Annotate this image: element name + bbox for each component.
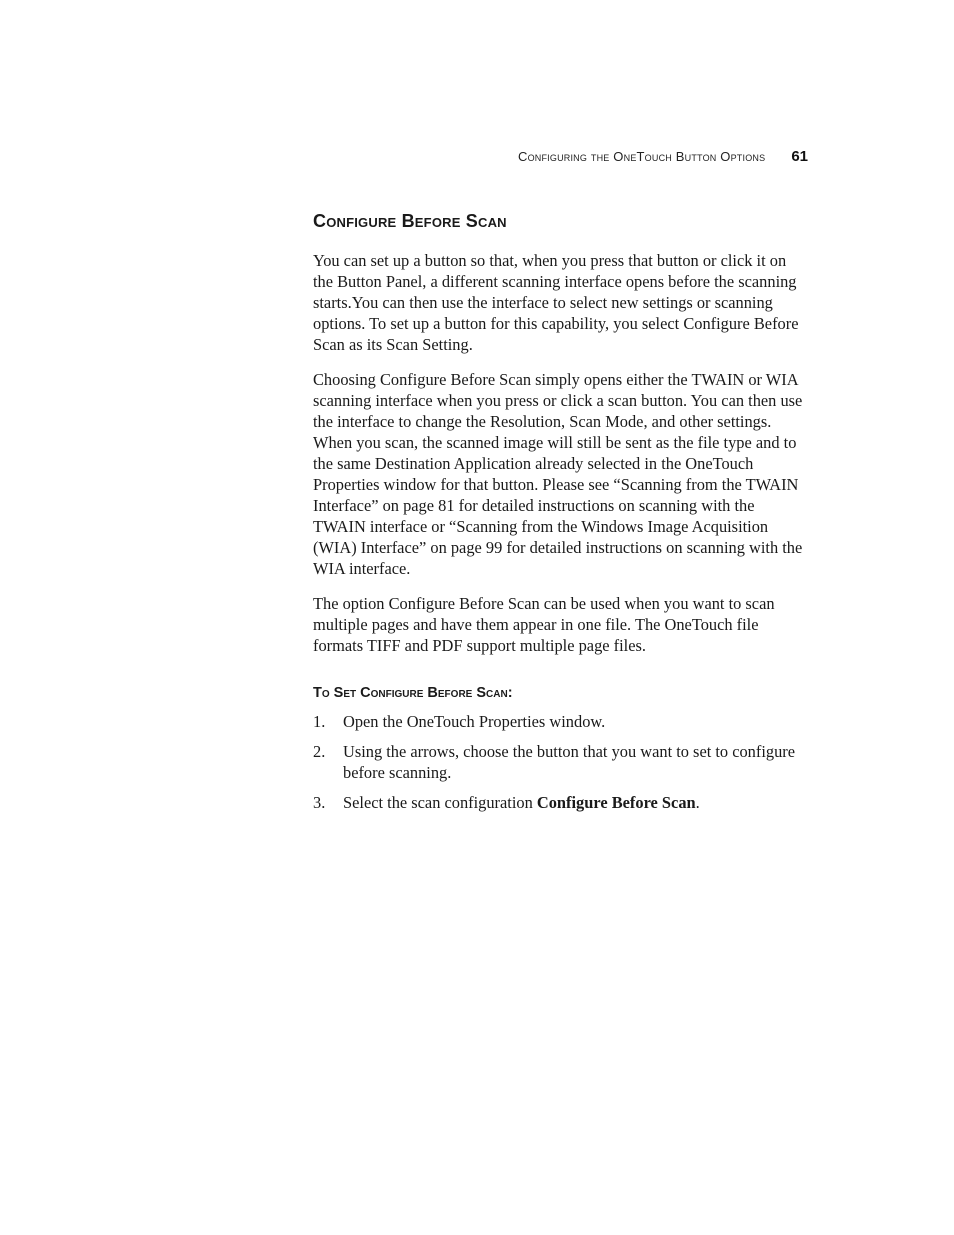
page-content bbox=[313, 209, 810, 822]
running-title: Configuring the OneTouch Button Options bbox=[518, 149, 766, 164]
option-name: Configure Before Scan bbox=[536, 793, 696, 812]
procedure-heading: To Set Configure Before Scan: bbox=[313, 685, 513, 701]
step-number: 2. bbox=[313, 742, 326, 761]
step-item bbox=[313, 711, 810, 732]
step-number: 1. bbox=[313, 712, 326, 731]
step-text: Using the arrows, choose the button that you want to set to configure before scanning. bbox=[343, 742, 796, 782]
running-header bbox=[518, 148, 808, 165]
paragraph-multipage: The option Configure Before Scan can be used when you want to scan multiple pages and have them appear in one file. The OneTouch file formats TIFF and PDF support multiple page files. bbox=[313, 594, 775, 655]
step-item bbox=[313, 741, 810, 783]
procedure-steps bbox=[313, 711, 810, 813]
page-number: 61 bbox=[791, 148, 808, 165]
step-text-lead: Select the scan configuration bbox=[343, 793, 537, 812]
step-text bbox=[343, 792, 810, 813]
section-heading: Configure Before Scan bbox=[313, 211, 507, 231]
step-number: 3. bbox=[313, 793, 326, 812]
step-text: Open the OneTouch Properties window. bbox=[343, 712, 606, 731]
paragraph-details: Choosing Configure Before Scan simply opens either the TWAIN or WIA scanning interface when you press or click a scan button. You can then use the interface to change the Resolution, Scan Mode, and other settings. When you scan, the scanned image will still be sent as the file type and to the same Destination Application already selected in the OneTouch Properties window for that button. Please see “Scanning from the TWAIN Interface” on page 81 for detailed instructions on scanning with the TWAIN interface or “Scanning from the Windows Image Acquisition (WIA) Interface” on page 99 for detailed instructions on scanning with the WIA interface. bbox=[313, 370, 803, 578]
paragraph-intro: You can set up a button so that, when you press that button or click it on the Button Panel, a different scanning interface opens before the scanning starts.You can then use the interface to select new settings or scanning options. To set up a button for this capability, you select Configure Before Scan as its Scan Setting. bbox=[313, 251, 799, 354]
step-text-end: . bbox=[695, 793, 700, 812]
step-item bbox=[313, 792, 810, 813]
